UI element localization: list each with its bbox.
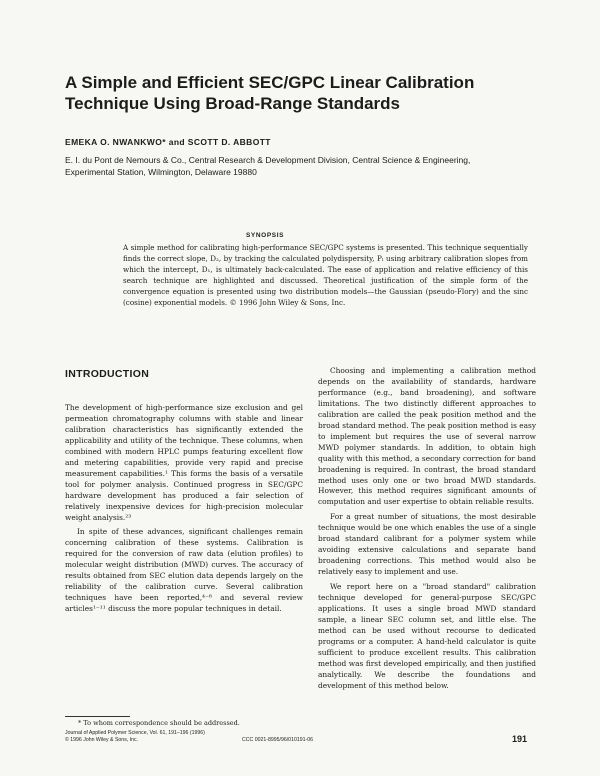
- journal-citation: Journal of Applied Polymer Science, Vol. 61, 191–196 (1996): [65, 730, 205, 736]
- intro-paragraph-3: Choosing and implementing a calibration method depends on the availability of standards, hardware performance (e.g., band broadening), and software limitations. The two distinctly different approaches to calibration are called the peak position method and the broad standard method. The peak position method is easy to implement but requires the use of several narrow MWD polymer standards. In addition, to obtain high quality with this method, a secondary correction for band broadening is required. In contrast, the broad standard method uses only one or two broad MWD standards. However, this method requires significant amounts of computation and user expertise to obtain reliable results.: [318, 366, 536, 507]
- left-column: [65, 403, 303, 615]
- intro-paragraph-4: For a great number of situations, the most desirable technique would be one which enables the use of a single broad standard calibrant for a polymer system while avoiding extensive calculations and separate band broadening corrections. This method would also be relatively easy to implement and use.: [318, 512, 536, 577]
- intro-paragraph-5: We report here on a "broad standard" calibration technique developed for general-purpose SEC/GPC applications. It uses a single broad MWD standard sample, a linear SEC column set, and little else. The method can be used without recourse to dedicated programs or a computer. A hand-held calculator is quite sufficient to produce excellent results. This calibration method was first developed empirically, and then justified analytically. We describe the foundations and development of this method below.: [318, 582, 536, 690]
- right-column: [318, 366, 536, 692]
- intro-paragraph-2: In spite of these advances, significant challenges remain concerning calibration of these systems. Calibration is required for the conversion of raw data (elution profiles) to molecular weight distribution (MWD) curves. The accuracy of results obtained from SEC elution data depends largely on the reliability of the calibration curve. Several calibration techniques have been reported,⁴⁻⁸ and several review articles¹⁻¹¹ discuss the more popular techniques in detail.: [65, 527, 303, 614]
- article-title: [65, 72, 535, 114]
- affiliation: [65, 154, 525, 178]
- introduction-heading: INTRODUCTION: [65, 368, 150, 380]
- ccc-code: CCC 0021-8995/96/010191-06: [242, 737, 313, 744]
- authors: EMEKA O. NWANKWO* and SCOTT D. ABBOTT: [65, 137, 271, 147]
- intro-paragraph-1: The development of high-performance size exclusion and gel permeation chromatography columns with stable and linear calibration characteristics has significantly extended the applicability and utility of the technique. These columns, when combined with modern HPLC pumps featuring excellent flow and metering capabilities, provide very rapid and precise measurement capabilities.¹ This forms the basis of a versatile tool for polymer analysis. Continued progress in SEC/GPC hardware development has produced a fair selection of relatively inexpensive devices for high-precision molecular weight analysis.²³: [65, 403, 303, 522]
- journal-info: [65, 730, 313, 745]
- footnote: * To whom correspondence should be addressed.: [78, 719, 240, 727]
- title-line-1: A Simple and Efficient SEC/GPC Linear Calibration: [65, 73, 475, 92]
- title-line-2: Technique Using Broad-Range Standards: [65, 94, 401, 113]
- affiliation-line-2: Experimental Station, Wilmington, Delaware 19880: [65, 167, 257, 177]
- synopsis-text: A simple method for calibrating high-performance SEC/GPC systems is presented. This technique sequentially finds the correct slope, D₂, by tracking the calculated polydispersity, Pₗ using arbitrary calibration slopes from which the intercept, D₁, is ultimately back-calculated. The ease of application and relative efficiency of this search technique are highlighted and discussed. Theoretical justification of the simple form of the convergence equation is presented using two distribution models—the Gaussian (pseudo-Flory) and the sinc (cosine) exponential models. © 1996 John Wiley & Sons, Inc.: [123, 243, 528, 307]
- journal-copyright: © 1996 John Wiley & Sons, Inc.: [65, 737, 139, 744]
- affiliation-line-1: E. I. du Pont de Nemours & Co., Central Research & Development Division, Central Science & Engineering,: [65, 155, 471, 165]
- footnote-divider: [65, 716, 130, 717]
- synopsis-heading: SYNOPSIS: [246, 232, 285, 239]
- page-number: 191: [512, 734, 528, 744]
